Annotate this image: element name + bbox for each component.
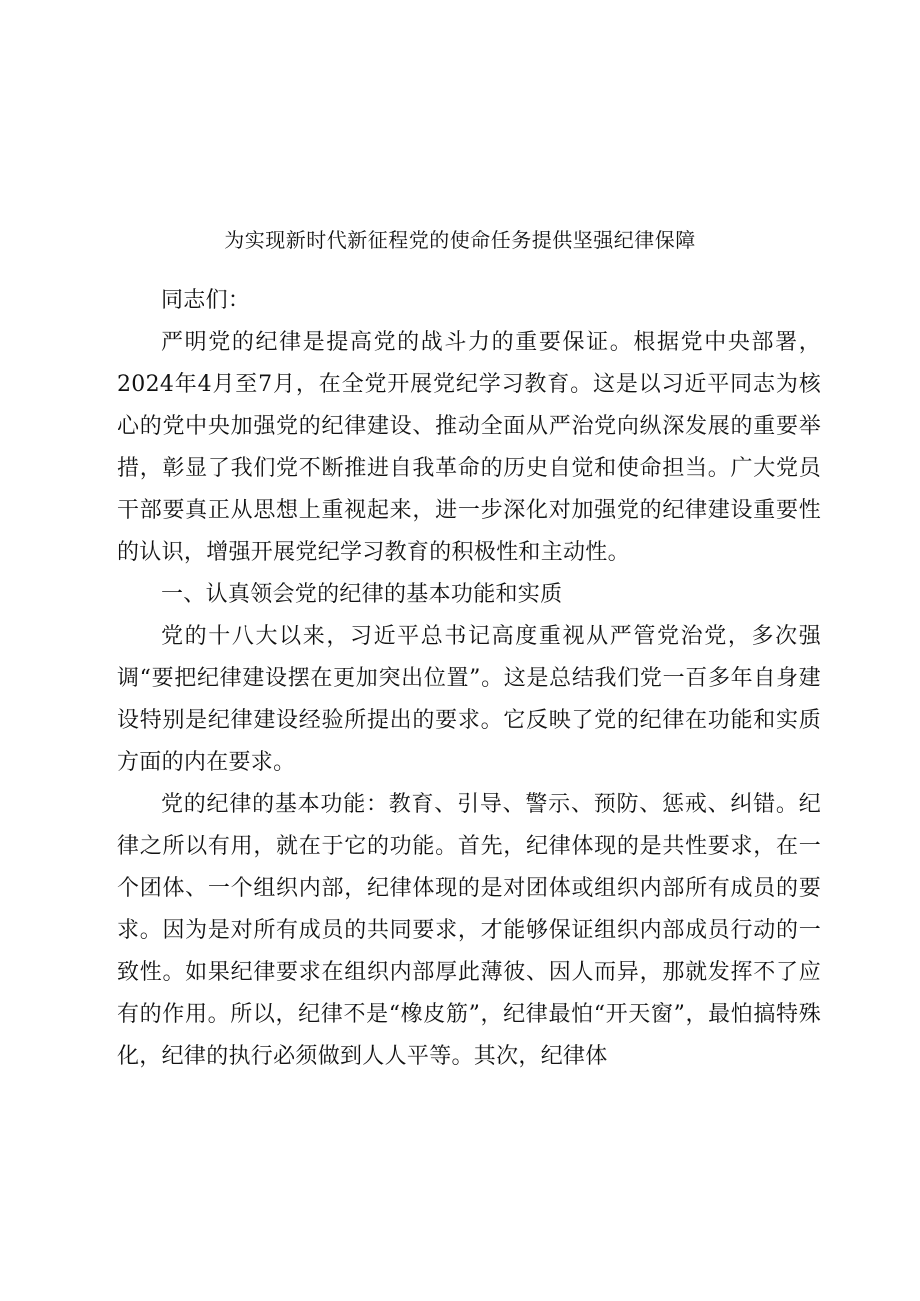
paragraph: 严明党的纪律是提高党的战斗力的重要保证。根据党中央部署，2024年4月至7月，在全党开展党纪学习教育。这是以习近平同志为核心的党中央加强党的纪律建设、推动全面从严治党向纵深发展的重要举措，彰显了我们党不断推进自我革命的历史自觉和使命担当。广大党员干部要真正从思想上重视起来，进一步深化对加强党的纪律建设重要性的认识，增强开展党纪学习教育的积极性和主动性。 (117, 330, 821, 565)
salutation: 同志们： (161, 288, 251, 313)
document-title: 为实现新时代新征程党的使命任务提供坚强纪律保障 (224, 228, 696, 252)
document-body (117, 280, 821, 1078)
paragraph: 党的十八大以来，习近平总书记高度重视从严管党治党，多次强调“要把纪律建设摆在更加突出位置”。这是总结我们党一百多年自身建设特别是纪律建设经验所提出的要求。它反映了党的纪律在功能和实质方面的内在要求。 (117, 624, 821, 775)
paragraph: 党的纪律的基本功能：教育、引导、警示、预防、惩戒、纠错。纪律之所以有用，就在于它的功能。首先，纪律体现的是共性要求，在一个团体、一个组织内部，纪律体现的是对团体或组织内部所有成员的要求。因为是对所有成员的共同要求，才能够保证组织内部成员行动的一致性。如果纪律要求在组织内部厚此薄彼、因人而异，那就发挥不了应有的作用。所以，纪律不是“橡皮筋”，纪律最怕“开天窗”，最怕搞特殊化，纪律的执行必须做到人人平等。其次，纪律体 (117, 792, 821, 1069)
section-heading: 一、认真领会党的纪律的基本功能和实质 (161, 582, 563, 607)
